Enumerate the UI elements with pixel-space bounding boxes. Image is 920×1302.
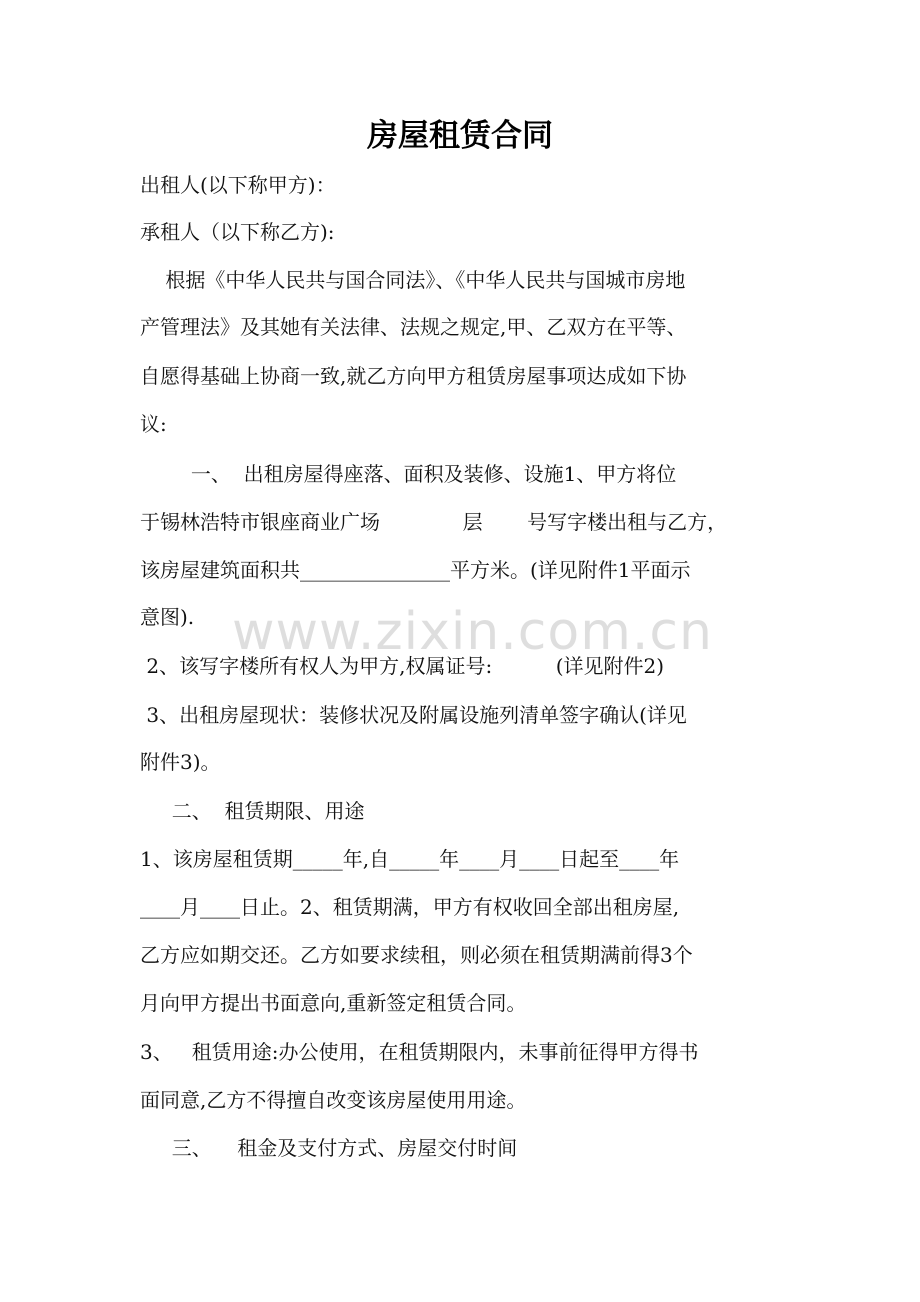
clause-1-3-line-1: 3、出租房屋现状：装修状况及附属设施列清单签字确认(详见	[140, 703, 687, 727]
section-1-line-4: 意图).	[140, 605, 195, 629]
preamble-line-3: 自愿得基础上协商一致,就乙方向甲方租赁房屋事项达成如下协	[140, 364, 687, 388]
section-1-line-2: 于锡林浩特市银座商业广场 层 号写字楼出租与乙方，	[140, 510, 728, 534]
clause-2-2-line-2: 月向甲方提出书面意向,重新签定租赁合同。	[140, 991, 527, 1015]
watermark: www.zixin.com.cn	[232, 602, 713, 662]
section-3-heading: 三、 租金及支付方式、房屋交付时间	[140, 1136, 518, 1160]
section-2-heading: 二、 租赁期限、用途	[140, 799, 365, 823]
clause-1-2: 2、该写字楼所有权人为甲方,权属证号: (详见附件2)	[140, 654, 665, 678]
clause-1-3-line-2: 附件3)。	[140, 750, 221, 774]
clause-2-2-line-1: 乙方应如期交还。乙方如要求续租，则必须在租赁期满前得3个	[140, 943, 693, 967]
clause-2-3-line-2: 面同意,乙方不得擅自改变该房屋使用用途。	[140, 1088, 527, 1112]
clause-2-1-line-1: 1、该房屋租赁期_____年,自_____年____月____日起至____年	[140, 847, 680, 871]
clause-2-1-line-2: ____月____日止。2、租赁期满，甲方有权收回全部出租房屋,	[140, 895, 680, 919]
section-1-line-1: 一、 出租房屋得座落、面积及装修、设施1、甲方将位	[140, 462, 677, 486]
lessee-line: 承租人（以下称乙方):	[140, 220, 335, 244]
preamble-line-1: 根据《中华人民共与国合同法》、《中华人民共与国城市房地	[140, 268, 686, 292]
document-title: 房屋租赁合同	[367, 118, 553, 154]
preamble-line-4: 议:	[140, 412, 167, 436]
lessor-line: 出租人(以下称甲方)：	[140, 173, 336, 197]
clause-2-3-line-1: 3、 租赁用途:办公使用，在租赁期限内，未事前征得甲方得书	[140, 1040, 699, 1064]
section-1-line-3: 该房屋建筑面积共_______________平方米。(详见附件1平面示	[140, 558, 691, 582]
preamble-line-2: 产管理法》及其她有关法律、法规之规定,甲、乙双方在平等、	[140, 315, 687, 339]
